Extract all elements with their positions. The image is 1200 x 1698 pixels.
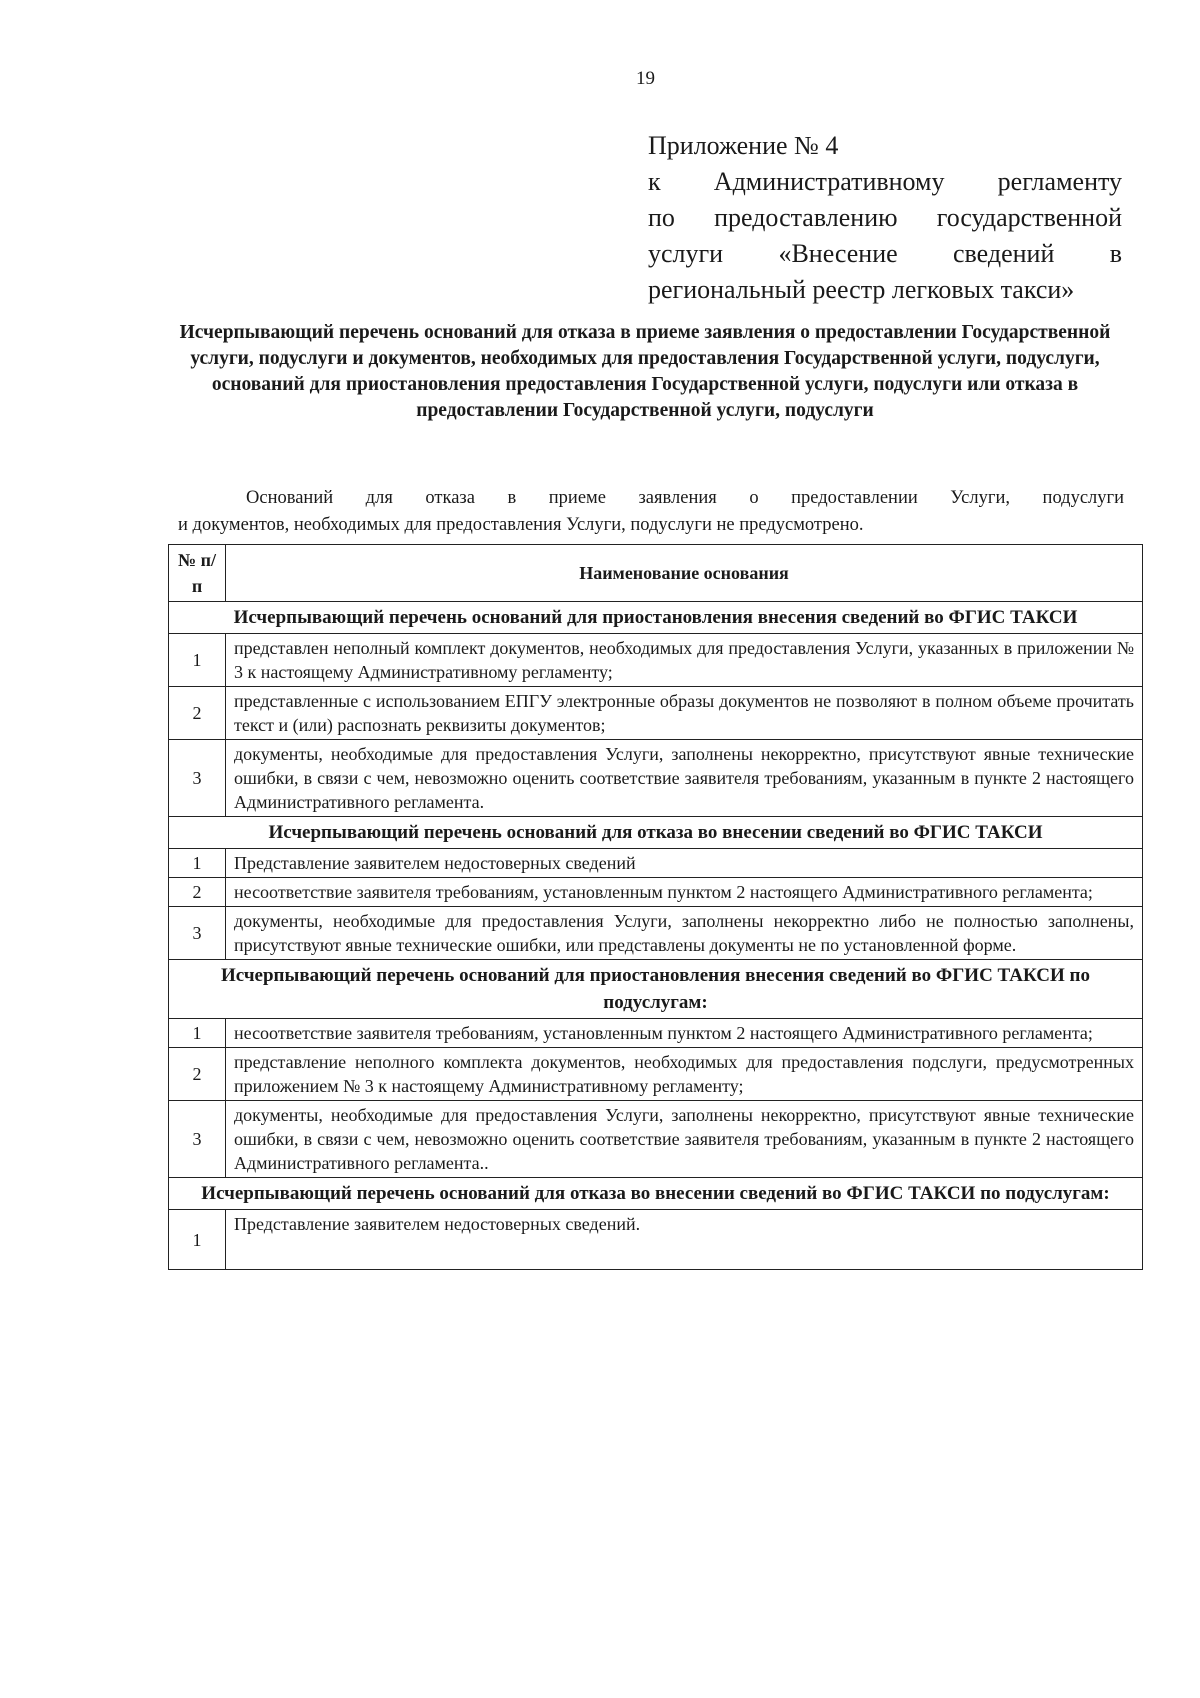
row-text: документы, необходимые для предоставления Услуги, заполнены некорректно, присутствуют явные технические ошибки, в связи с чем, невозможно оценить соответствие заявителя требованиям, указанным в пункте 2 настоящего Административного регламента.. [226, 1101, 1143, 1178]
table-row [169, 1019, 1143, 1048]
section-header [169, 960, 1143, 1019]
table-row [169, 1101, 1143, 1178]
section-header [169, 817, 1143, 849]
row-text: документы, необходимые для предоставления Услуги, заполнены некорректно, присутствуют явные технические ошибки, в связи с чем, невозможно оценить соответствие заявителя требованиям, указанным в пункте 2 настоящего Административного регламента. [226, 740, 1143, 817]
section-title: Исчерпывающий перечень оснований для отказа во внесении сведений во ФГИС ТАКСИ по подуслугам: [169, 1178, 1143, 1210]
appendix-line: региональный реестр легковых такси» [648, 275, 1075, 304]
section-title: Исчерпывающий перечень оснований для приостановления внесения сведений во ФГИС ТАКСИ по подуслугам: [169, 960, 1143, 1019]
table-row [169, 1048, 1143, 1101]
grounds-table [168, 544, 1143, 1270]
row-number: 1 [169, 634, 226, 687]
table-row [169, 634, 1143, 687]
header-number: № п/п [169, 545, 226, 602]
table-row [169, 740, 1143, 817]
row-number: 2 [169, 687, 226, 740]
header-name: Наименование основания [226, 545, 1143, 602]
document-title: Исчерпывающий перечень оснований для отказа в приеме заявления о предоставлении Государственной услуги, подуслуги и документов, необходимых для предоставления Государственной услуги, подуслуги, оснований для приостановления предоставления Государственной услуги, подуслуги или отказа в предоставлении Государственной услуги, подуслуги [179, 322, 1111, 421]
table-row [169, 878, 1143, 907]
row-text: несоответствие заявителя требованиям, установленным пунктом 2 настоящего Административного регламента; [226, 1019, 1143, 1048]
row-text: Представление заявителем недостоверных сведений. [226, 1210, 1143, 1270]
row-number: 3 [169, 740, 226, 817]
row-number: 2 [169, 878, 226, 907]
row-number: 1 [169, 849, 226, 878]
section-title: Исчерпывающий перечень оснований для отказа во внесении сведений во ФГИС ТАКСИ [169, 817, 1143, 849]
row-text: документы, необходимые для предоставления Услуги, заполнены некорректно либо не полностью заполнены, присутствуют явные технические ошибки, или представлены документы не по установленной форме. [226, 907, 1143, 960]
row-text: несоответствие заявителя требованиям, установленным пунктом 2 настоящего Административного регламента; [226, 878, 1143, 907]
appendix-line: услуги «Внесение сведений в [648, 239, 1122, 268]
intro-line: и документов, необходимых для предоставления Услуги, подуслуги не предусмотрено. [178, 515, 864, 535]
section-header [169, 602, 1143, 634]
appendix-title: Приложение № 4 [648, 131, 839, 160]
appendix-line: к Административному регламенту [648, 167, 1122, 196]
section-title: Исчерпывающий перечень оснований для приостановления внесения сведений во ФГИС ТАКСИ [169, 602, 1143, 634]
intro-line: Оснований для отказа в приеме заявления о предоставлении Услуги, подуслуги [246, 488, 1124, 508]
row-number: 3 [169, 907, 226, 960]
row-text: представление неполного комплекта документов, необходимых для предоставления подслуги, предусмотренных приложением № 3 к настоящему Административному регламенту; [226, 1048, 1143, 1101]
row-text: представленные с использованием ЕПГУ электронные образы документов не позволяют в полном объеме прочитать текст и (или) распознать реквизиты документов; [226, 687, 1143, 740]
section-header [169, 1178, 1143, 1210]
row-number: 1 [169, 1019, 226, 1048]
row-number: 2 [169, 1048, 226, 1101]
appendix-line: по предоставлению государственной [648, 203, 1122, 232]
row-text: представлен неполный комплект документов, необходимых для предоставления Услуги, указанных в приложении № 3 к настоящему Административному регламенту; [226, 634, 1143, 687]
intro-paragraph [178, 485, 1124, 539]
appendix-block [648, 128, 1122, 308]
table-row [169, 907, 1143, 960]
row-text: Представление заявителем недостоверных сведений [226, 849, 1143, 878]
page-number: 19 [636, 68, 655, 89]
table-header-row [169, 545, 1143, 602]
table-row [169, 849, 1143, 878]
row-number: 1 [169, 1210, 226, 1270]
table-row [169, 1210, 1143, 1270]
row-number: 3 [169, 1101, 226, 1178]
table-row [169, 687, 1143, 740]
